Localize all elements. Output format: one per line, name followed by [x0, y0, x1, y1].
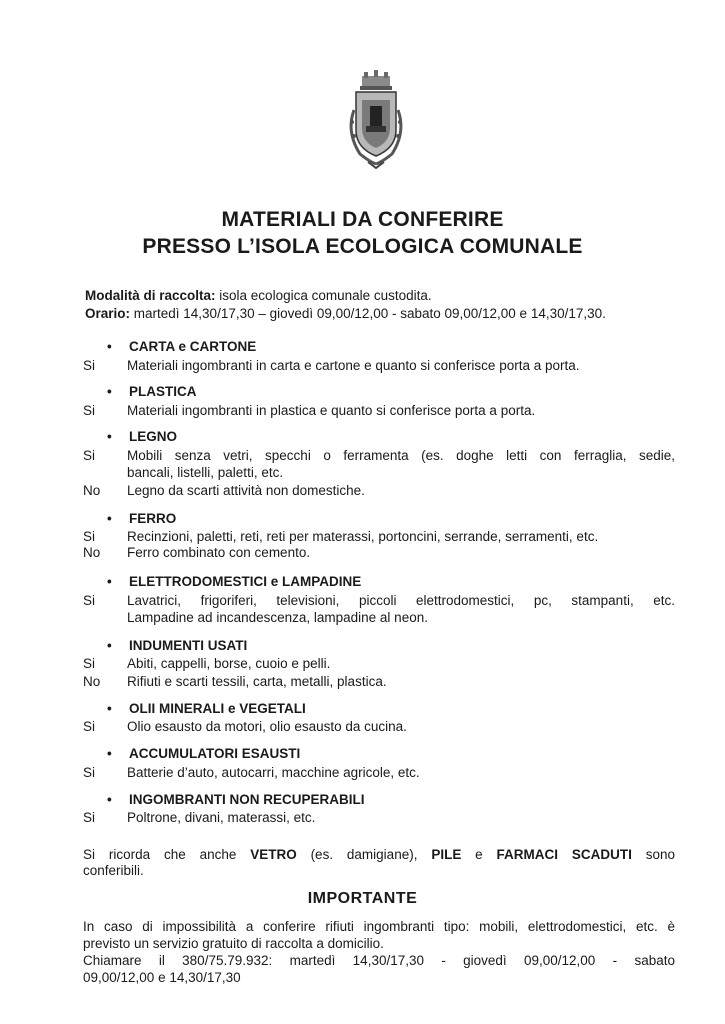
modalita-line	[85, 287, 432, 305]
category-ingombranti-si-text: Poltrone, divani, materassi, etc.	[127, 810, 316, 825]
category-name: FERRO	[129, 511, 177, 526]
no-label: No	[83, 674, 101, 689]
yes-label: Si	[83, 529, 96, 544]
reminder-text: (es. damigiane),	[296, 847, 432, 862]
category-accumulatori-si-text: Batterie d’auto, autocarri, macchine agricole, etc.	[127, 765, 420, 780]
bullet-icon: •	[107, 792, 112, 807]
yes-label: Si	[83, 403, 96, 418]
orario-text: martedì 14,30/17,30 – giovedì 09,00/12,00 - sabato 09,00/12,00 e 14,30/17,30.	[130, 306, 606, 321]
category-name: PLASTICA	[129, 384, 197, 399]
category-ingombranti-title	[107, 791, 365, 809]
bullet-icon: •	[107, 384, 112, 399]
reminder-line-2: conferibili.	[83, 863, 144, 878]
orario-label: Orario:	[85, 306, 131, 321]
reminder-text: e	[461, 847, 497, 862]
category-name: INGOMBRANTI NON RECUPERABILI	[129, 792, 365, 807]
category-olii-title	[107, 700, 306, 718]
bullet-icon: •	[107, 574, 112, 589]
category-indumenti-si-text: Abiti, cappelli, borse, cuoio e pelli.	[127, 656, 331, 671]
reminder-text: sono	[631, 847, 675, 862]
bullet-icon: •	[107, 746, 112, 761]
important-line-2: previsto un servizio gratuito di raccolta a domicilio.	[83, 936, 384, 951]
category-indumenti-title	[107, 637, 247, 655]
reminder-bold: VETRO	[250, 847, 297, 862]
category-ferro-no-text: Ferro combinato con cemento.	[127, 545, 311, 560]
category-name: INDUMENTI USATI	[129, 638, 248, 653]
municipal-crest-icon	[340, 70, 412, 170]
category-ferro-title	[107, 510, 176, 528]
orario-line	[85, 305, 606, 323]
category-accumulatori-title	[107, 745, 300, 763]
yes-label: Si	[83, 593, 96, 608]
reminder-line-1	[83, 846, 675, 863]
category-plastica-title	[107, 383, 197, 401]
bullet-icon: •	[107, 701, 112, 716]
reminder-bold: FARMACI SCADUTI	[496, 847, 632, 862]
yes-label: Si	[83, 656, 96, 671]
category-indumenti-no-text: Rifiuti e scarti tessili, carta, metalli, plastica.	[127, 674, 387, 689]
category-plastica-si-text: Materiali ingombranti in plastica e quanto si conferisce porta a porta.	[127, 403, 536, 418]
important-line-1: In caso di impossibilità a conferire rifiuti ingombranti tipo: mobili, elettrodomestici, etc. è	[83, 919, 675, 934]
modalita-label: Modalità di raccolta:	[85, 288, 216, 303]
no-label: No	[83, 545, 101, 560]
yes-label: Si	[83, 719, 96, 734]
yes-label: Si	[83, 358, 96, 373]
reminder-bold: PILE	[431, 847, 462, 862]
category-elettrodomestici-si-text-1: Lavatrici, frigoriferi, televisioni, piccoli elettrodomestici, pc, stampanti, etc.	[127, 593, 675, 608]
category-carta-title	[107, 338, 256, 356]
category-legno-si-text-1: Mobili senza vetri, specchi o ferramenta (es. doghe letti con ferraglia, sedie,	[127, 448, 675, 463]
no-label: No	[83, 483, 101, 498]
category-legno-no-text: Legno da scarti attività non domestiche.	[127, 483, 365, 498]
yes-label: Si	[83, 810, 96, 825]
yes-label: Si	[83, 448, 96, 463]
reminder-text: Si ricorda che anche	[83, 847, 251, 862]
category-name: OLII MINERALI e VEGETALI	[129, 701, 306, 716]
important-title: IMPORTANTE	[307, 890, 418, 907]
category-name: LEGNO	[129, 429, 178, 444]
important-line-3: Chiamare il 380/75.79.932: martedì 14,30/17,30 - giovedì 09,00/12,00 - sabato	[83, 953, 675, 968]
yes-label: Si	[83, 765, 96, 780]
category-ferro-si-text: Recinzioni, paletti, reti, reti per materassi, portoncini, serrande, serramenti, etc.	[127, 529, 599, 544]
document-title-line2: PRESSO L’ISOLA ECOLOGICA COMUNALE	[142, 235, 583, 258]
modalita-text: isola ecologica comunale custodita.	[215, 288, 432, 303]
category-legno-si-text-2: bancali, listelli, paletti, etc.	[127, 465, 284, 480]
category-elettrodomestici-title	[107, 573, 361, 591]
category-carta-si-text: Materiali ingombranti in carta e cartone e quanto si conferisce porta a porta.	[127, 358, 580, 373]
important-line-4: 09,00/12,00 e 14,30/17,30	[83, 970, 241, 985]
category-legno-title	[107, 428, 177, 446]
category-name: ELETTRODOMESTICI e LAMPADINE	[129, 574, 362, 589]
bullet-icon: •	[107, 511, 112, 526]
bullet-icon: •	[107, 638, 112, 653]
category-olii-si-text: Olio esausto da motori, olio esausto da cucina.	[127, 719, 407, 734]
category-name: CARTA e CARTONE	[129, 339, 257, 354]
bullet-icon: •	[107, 339, 112, 354]
document-title-line1: MATERIALI DA CONFERIRE	[221, 208, 504, 231]
category-elettrodomestici-si-text-2: Lampadine ad incandescenza, lampadine al neon.	[127, 610, 428, 625]
bullet-icon: •	[107, 429, 112, 444]
category-name: ACCUMULATORI ESAUSTI	[129, 746, 301, 761]
